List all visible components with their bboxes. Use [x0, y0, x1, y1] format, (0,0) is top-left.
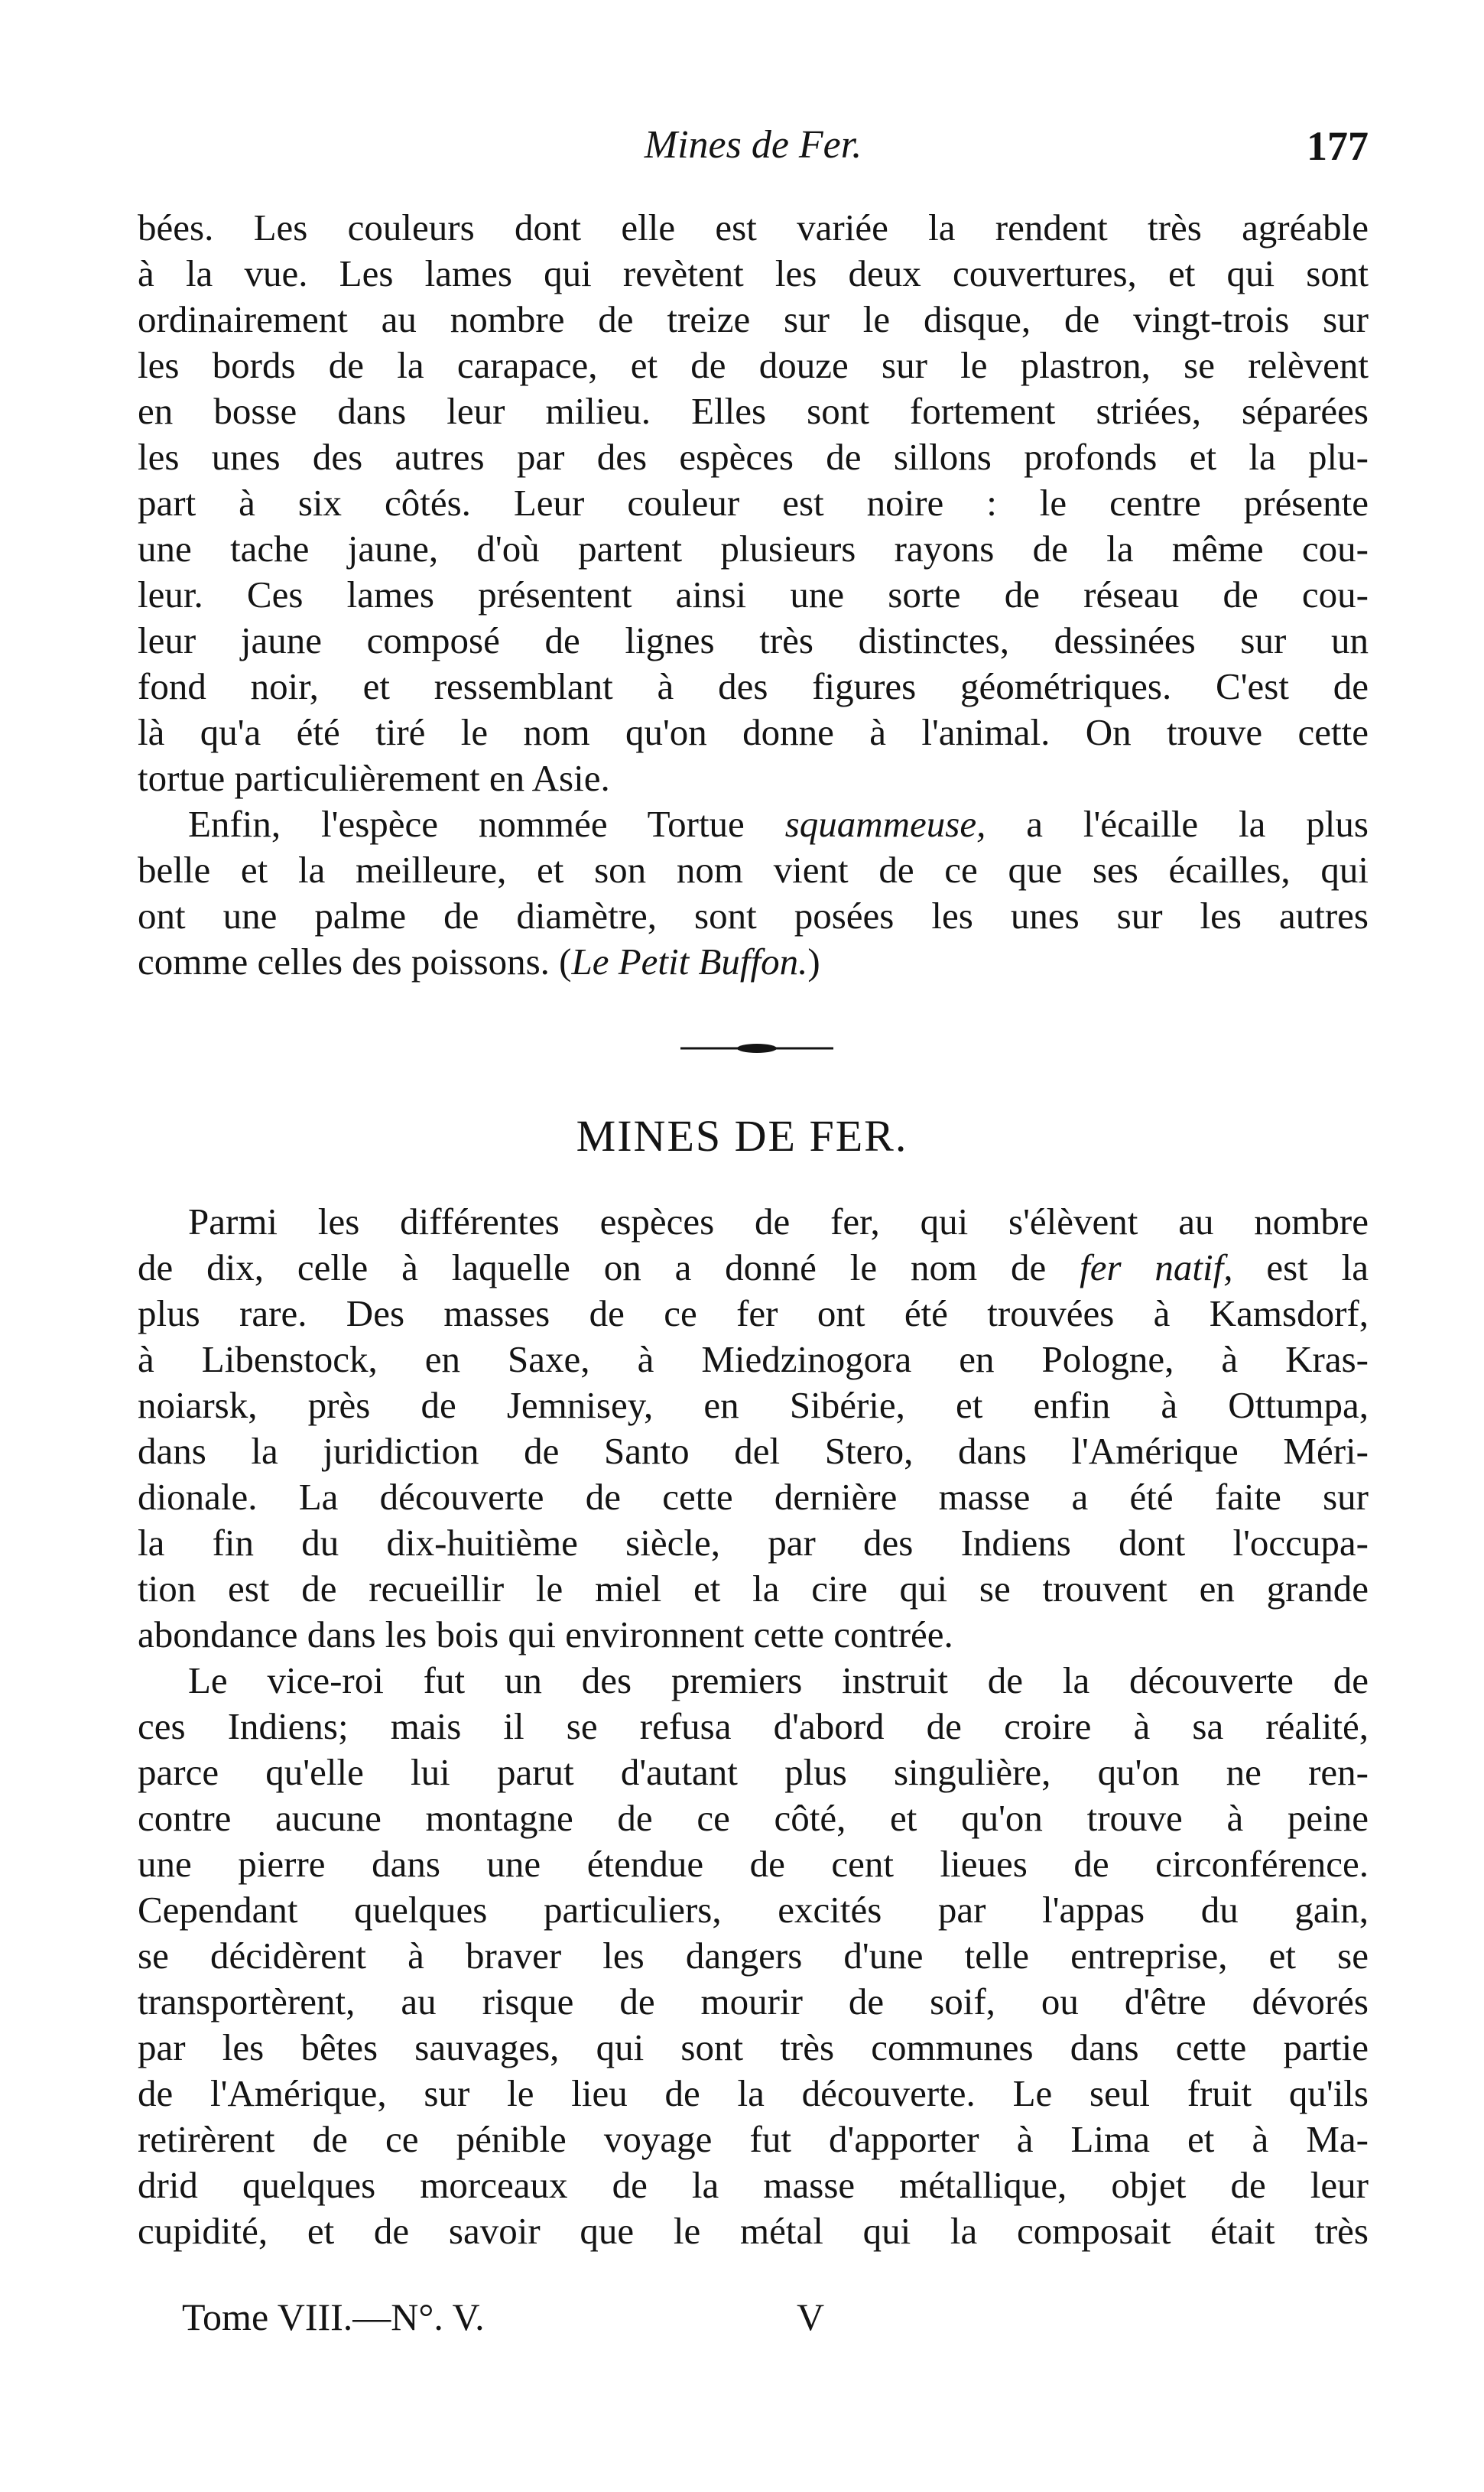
text-line: une tache jaune, d'où partent plusieurs rayons de la même cou-	[138, 528, 1369, 570]
running-title: Mines de Fer.	[644, 123, 862, 167]
text-line: se décidèrent à braver les dangers d'une telle entreprise, et se	[138, 1935, 1369, 1977]
text-line: là qu'a été tiré le nom qu'on donne à l'animal. On trouve cette	[138, 711, 1369, 753]
text-line: les bords de la carapace, et de douze sur le plastron, se relèvent	[138, 344, 1369, 386]
text-line: abondance dans les bois qui environnent cette contrée.	[138, 1613, 953, 1655]
text-line: part à six côtés. Leur couleur est noire : le centre présente	[138, 482, 1369, 524]
text-line: retirèrent de ce pénible voyage fut d'apporter à Lima et à Ma-	[138, 2118, 1369, 2160]
paragraph-tortoise-description	[138, 205, 1369, 801]
text-line: drid quelques morceaux de la masse métallique, objet de leur	[138, 2164, 1369, 2206]
text-line: contre aucune montagne de ce côté, et qu'on trouve à peine	[138, 1797, 1369, 1839]
page-number: 177	[1307, 123, 1369, 169]
text-line: de l'Amérique, sur le lieu de la découverte. Le seul fruit qu'ils	[138, 2072, 1369, 2114]
running-head	[138, 122, 1369, 176]
text-line: comme celles des poissons. (Le Petit Buffon.)	[138, 941, 820, 983]
text-line: à Libenstock, en Saxe, à Miedzinogora en Pologne, à Kras-	[138, 1338, 1369, 1380]
italic-term: fer natif,	[1080, 1246, 1233, 1288]
text-line: dionale. La découverte de cette dernière masse a été faite sur	[138, 1476, 1369, 1518]
text-line: transportèrent, au risque de mourir de soif, ou d'être dévorés	[138, 1980, 1369, 2023]
text-line: plus rare. Des masses de ce fer ont été trouvées à Kamsdorf,	[138, 1292, 1369, 1334]
text-line: bées. Les couleurs dont elle est variée la rendent très agréable	[138, 206, 1369, 249]
text-line: à la vue. Les lames qui revètent les deux couvertures, et qui sont	[138, 252, 1369, 294]
text-line: tion est de recueillir le miel et la cire qui se trouvent en grande	[138, 1568, 1369, 1610]
signature-mark: V	[797, 2295, 825, 2338]
text-line: parce qu'elle lui parut d'autant plus singulière, qu'on ne ren-	[138, 1751, 1369, 1793]
text-line: cupidité, et de savoir que le métal qui la composait était très	[138, 2210, 1369, 2252]
section-heading: MINES DE FER.	[576, 1111, 908, 1161]
text-line: leur. Ces lames présentent ainsi une sorte de réseau de cou-	[138, 573, 1369, 616]
paragraph-viceroy	[138, 1658, 1369, 2254]
paragraph-squammeuse	[138, 801, 1369, 985]
text-line: ont une palme de diamètre, sont posées les unes sur les autres	[138, 895, 1369, 937]
text-line: ces Indiens; mais il se refusa d'abord de croire à sa réalité,	[138, 1705, 1369, 1747]
text-line: en bosse dans leur milieu. Elles sont fortement striées, séparées	[138, 390, 1369, 432]
text-line: leur jaune composé de lignes très distinctes, dessinées sur un	[138, 619, 1369, 661]
text-line: tortue particulièrement en Asie.	[138, 757, 610, 799]
text-line: les unes des autres par des espèces de sillons profonds et la plu-	[138, 436, 1369, 478]
text-line: ordinairement au nombre de treize sur le disque, de vingt-trois sur	[138, 298, 1369, 340]
text-line: Le vice-roi fut un des premiers instruit de la découverte de	[188, 1659, 1369, 1701]
paragraph-native-iron	[138, 1199, 1369, 1658]
text-line: une pierre dans une étendue de cent lieues de circonférence.	[138, 1843, 1369, 1885]
citation-source: Le Petit Buffon.	[571, 941, 808, 983]
text-line: belle et la meilleure, et son nom vient de ce que ses écailles, qui	[138, 849, 1369, 891]
text-line: Enfin, l'espèce nommée Tortue squammeuse, a l'écaille la plus	[188, 803, 1369, 845]
italic-term: squammeuse,	[784, 803, 986, 845]
ornament-divider	[680, 1043, 833, 1054]
text-line: Cependant quelques particuliers, excités par l'appas du gain,	[138, 1889, 1369, 1931]
text-line: la fin du dix-huitième siècle, par des Indiens dont l'occupa-	[138, 1522, 1369, 1564]
text-line: fond noir, et ressemblant à des figures géométriques. C'est de	[138, 665, 1369, 707]
text-line: de dix, celle à laquelle on a donné le nom de fer natif, est la	[138, 1246, 1369, 1288]
text-line: noiarsk, près de Jemnisey, en Sibérie, et enfin à Ottumpa,	[138, 1384, 1369, 1426]
text-line: dans la juridiction de Santo del Stero, dans l'Amérique Méri-	[138, 1430, 1369, 1472]
text-line: par les bêtes sauvages, qui sont très communes dans cette partie	[138, 2026, 1369, 2068]
text-line: Parmi les différentes espèces de fer, qui s'élèvent au nombre	[188, 1201, 1369, 1243]
printer-signature: Tome VIII.—N°. V.	[182, 2295, 485, 2338]
